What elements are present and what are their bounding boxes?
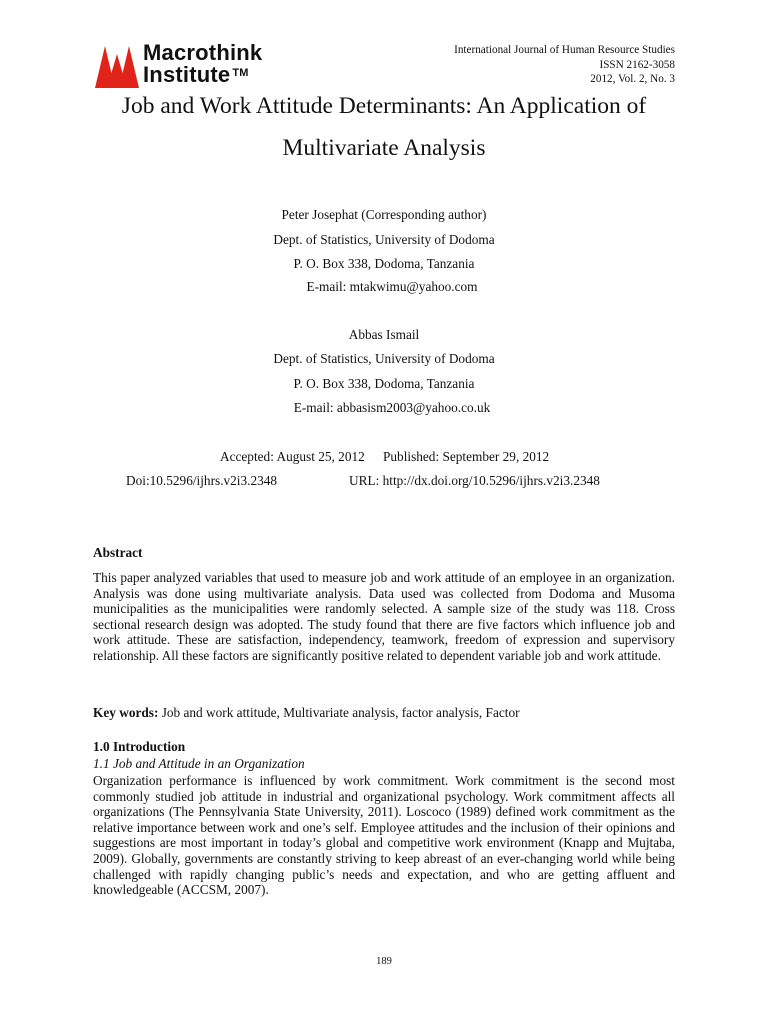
logo-line2-text: Institute xyxy=(143,62,231,87)
intro-text: Organization performance is influenced by work commitment. Work commitment is the second most commonly studied job attitude in industrial and organizational psychology. Work commitment affects all organizations (The Pennsylvania State University, 2011). Loscoco (1989) defined work commitment as the relative importance between work and one’s self. Employee attitudes and the inclusion of their opinions and suggestions are most important in today’s global and competitive work environment (Knapp and Mujtaba, 2009). Globally, governments are constantly striving to keep abreast of an ever-changing world while being challenged with rapidly changing public’s needs and expectation, and who are getting affluent and knowledgeable (ACCSM, 2007). xyxy=(93,773,675,898)
journal-name: International Journal of Human Resource Studies xyxy=(454,44,675,56)
accepted-date: Accepted: August 25, 2012 xyxy=(220,449,365,464)
doi: Doi:10.5296/ijhrs.v2i3.2348 xyxy=(126,473,278,488)
doi-url: URL: http://dx.doi.org/10.5296/ijhrs.v2i3.2348 xyxy=(349,473,600,488)
author1-address: P. O. Box 338, Dodoma, Tanzania xyxy=(293,256,475,271)
keywords-text: Job and work attitude, Multivariate analysis, factor analysis, Factor xyxy=(161,705,520,720)
abstract-heading: Abstract xyxy=(93,545,143,560)
paper-title-line2: Multivariate Analysis xyxy=(282,135,486,161)
author1-name: Peter Josephat (Corresponding author) xyxy=(281,207,487,222)
author2-dept: Dept. of Statistics, University of Dodoma xyxy=(273,351,495,366)
intro-heading: 1.0 Introduction xyxy=(93,739,186,754)
journal-volume: 2012, Vol. 2, No. 3 xyxy=(590,73,675,85)
trademark-mark: TM xyxy=(232,67,249,79)
published-date: Published: September 29, 2012 xyxy=(383,449,550,464)
journal-info xyxy=(454,43,675,87)
keywords xyxy=(93,705,675,721)
author2-name: Abbas Ismail xyxy=(348,327,420,342)
macrothink-logo-icon xyxy=(93,44,139,88)
journal-issn: ISSN 2162-3058 xyxy=(599,58,675,71)
paper-title-line1: Job and Work Attitude Determinants: An Application of xyxy=(121,93,647,119)
author1-email: E-mail: mtakwimu@yahoo.com xyxy=(306,279,478,294)
author2-email: E-mail: abbasism2003@yahoo.co.uk xyxy=(293,400,491,415)
page-number: 189 xyxy=(376,956,392,967)
keywords-label: Key words: xyxy=(93,705,159,720)
intro-subheading: 1.1 Job and Attitude in an Organization xyxy=(93,756,305,771)
author1-dept: Dept. of Statistics, University of Dodoma xyxy=(273,232,495,247)
logo-line1: Macrothink xyxy=(143,40,263,65)
author2-address: P. O. Box 338, Dodoma, Tanzania xyxy=(293,376,475,391)
abstract-text: This paper analyzed variables that used to measure job and work attitude of an employee in an organization. Analysis was done using multivariate analysis. Data used was collected from Dodoma and Musoma municipalities as the municipalities were randomly selected. A sample size of the study was 118. Cross sectional research design was adopted. The study found that there are five factors which influence job and work attitude. These are satisfaction, independency, teamwork, freedom of expression and supervisory relationship. All these factors are significantly positive related to dependent variable job and work attitude. xyxy=(93,570,675,663)
logo-line2 xyxy=(143,64,262,86)
publisher-logo xyxy=(93,42,303,88)
logo-text xyxy=(143,42,262,86)
